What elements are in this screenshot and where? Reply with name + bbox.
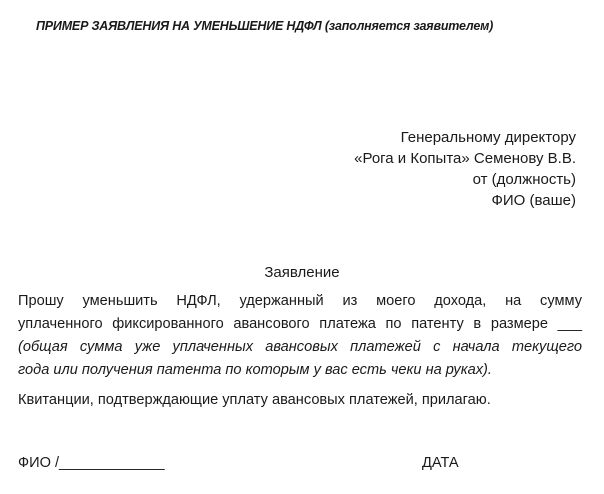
request-paragraph (18, 290, 582, 382)
heading-main: ПРИМЕР ЗАЯВЛЕНИЯ НА УМЕНЬШЕНИЕ НДФЛ (36, 19, 322, 33)
heading-note: (заполняется заявителем) (324, 19, 494, 33)
document-title: Заявление (264, 264, 340, 281)
addressee-line-1: Генеральному директору (400, 129, 576, 146)
addressee-line-2: «Рога и Копыта» Семенову В.В. (354, 150, 576, 167)
request-line-3: (общая сумма уже уплаченных авансовых платежей с начала текущего (18, 339, 582, 355)
addressee-line-3: от (должность) (472, 171, 576, 188)
signature-fio: ФИО /_____________ (18, 455, 165, 471)
request-line-4: года или получения патента по которым у вас есть чеки на руках). (18, 362, 492, 378)
request-line-2: уплаченного фиксированного авансового платежа по патенту в размере ___ (18, 316, 582, 332)
signature-date: ДАТА (422, 455, 459, 471)
addressee-block (354, 127, 576, 211)
request-line-1: Прошу уменьшить НДФЛ, удержанный из моего дохода, на сумму (18, 293, 582, 309)
receipts-statement: Квитанции, подтверждающие уплату авансовых платежей, прилагаю. (18, 392, 491, 408)
addressee-line-4: ФИО (ваше) (491, 192, 576, 209)
document-heading (36, 19, 493, 33)
